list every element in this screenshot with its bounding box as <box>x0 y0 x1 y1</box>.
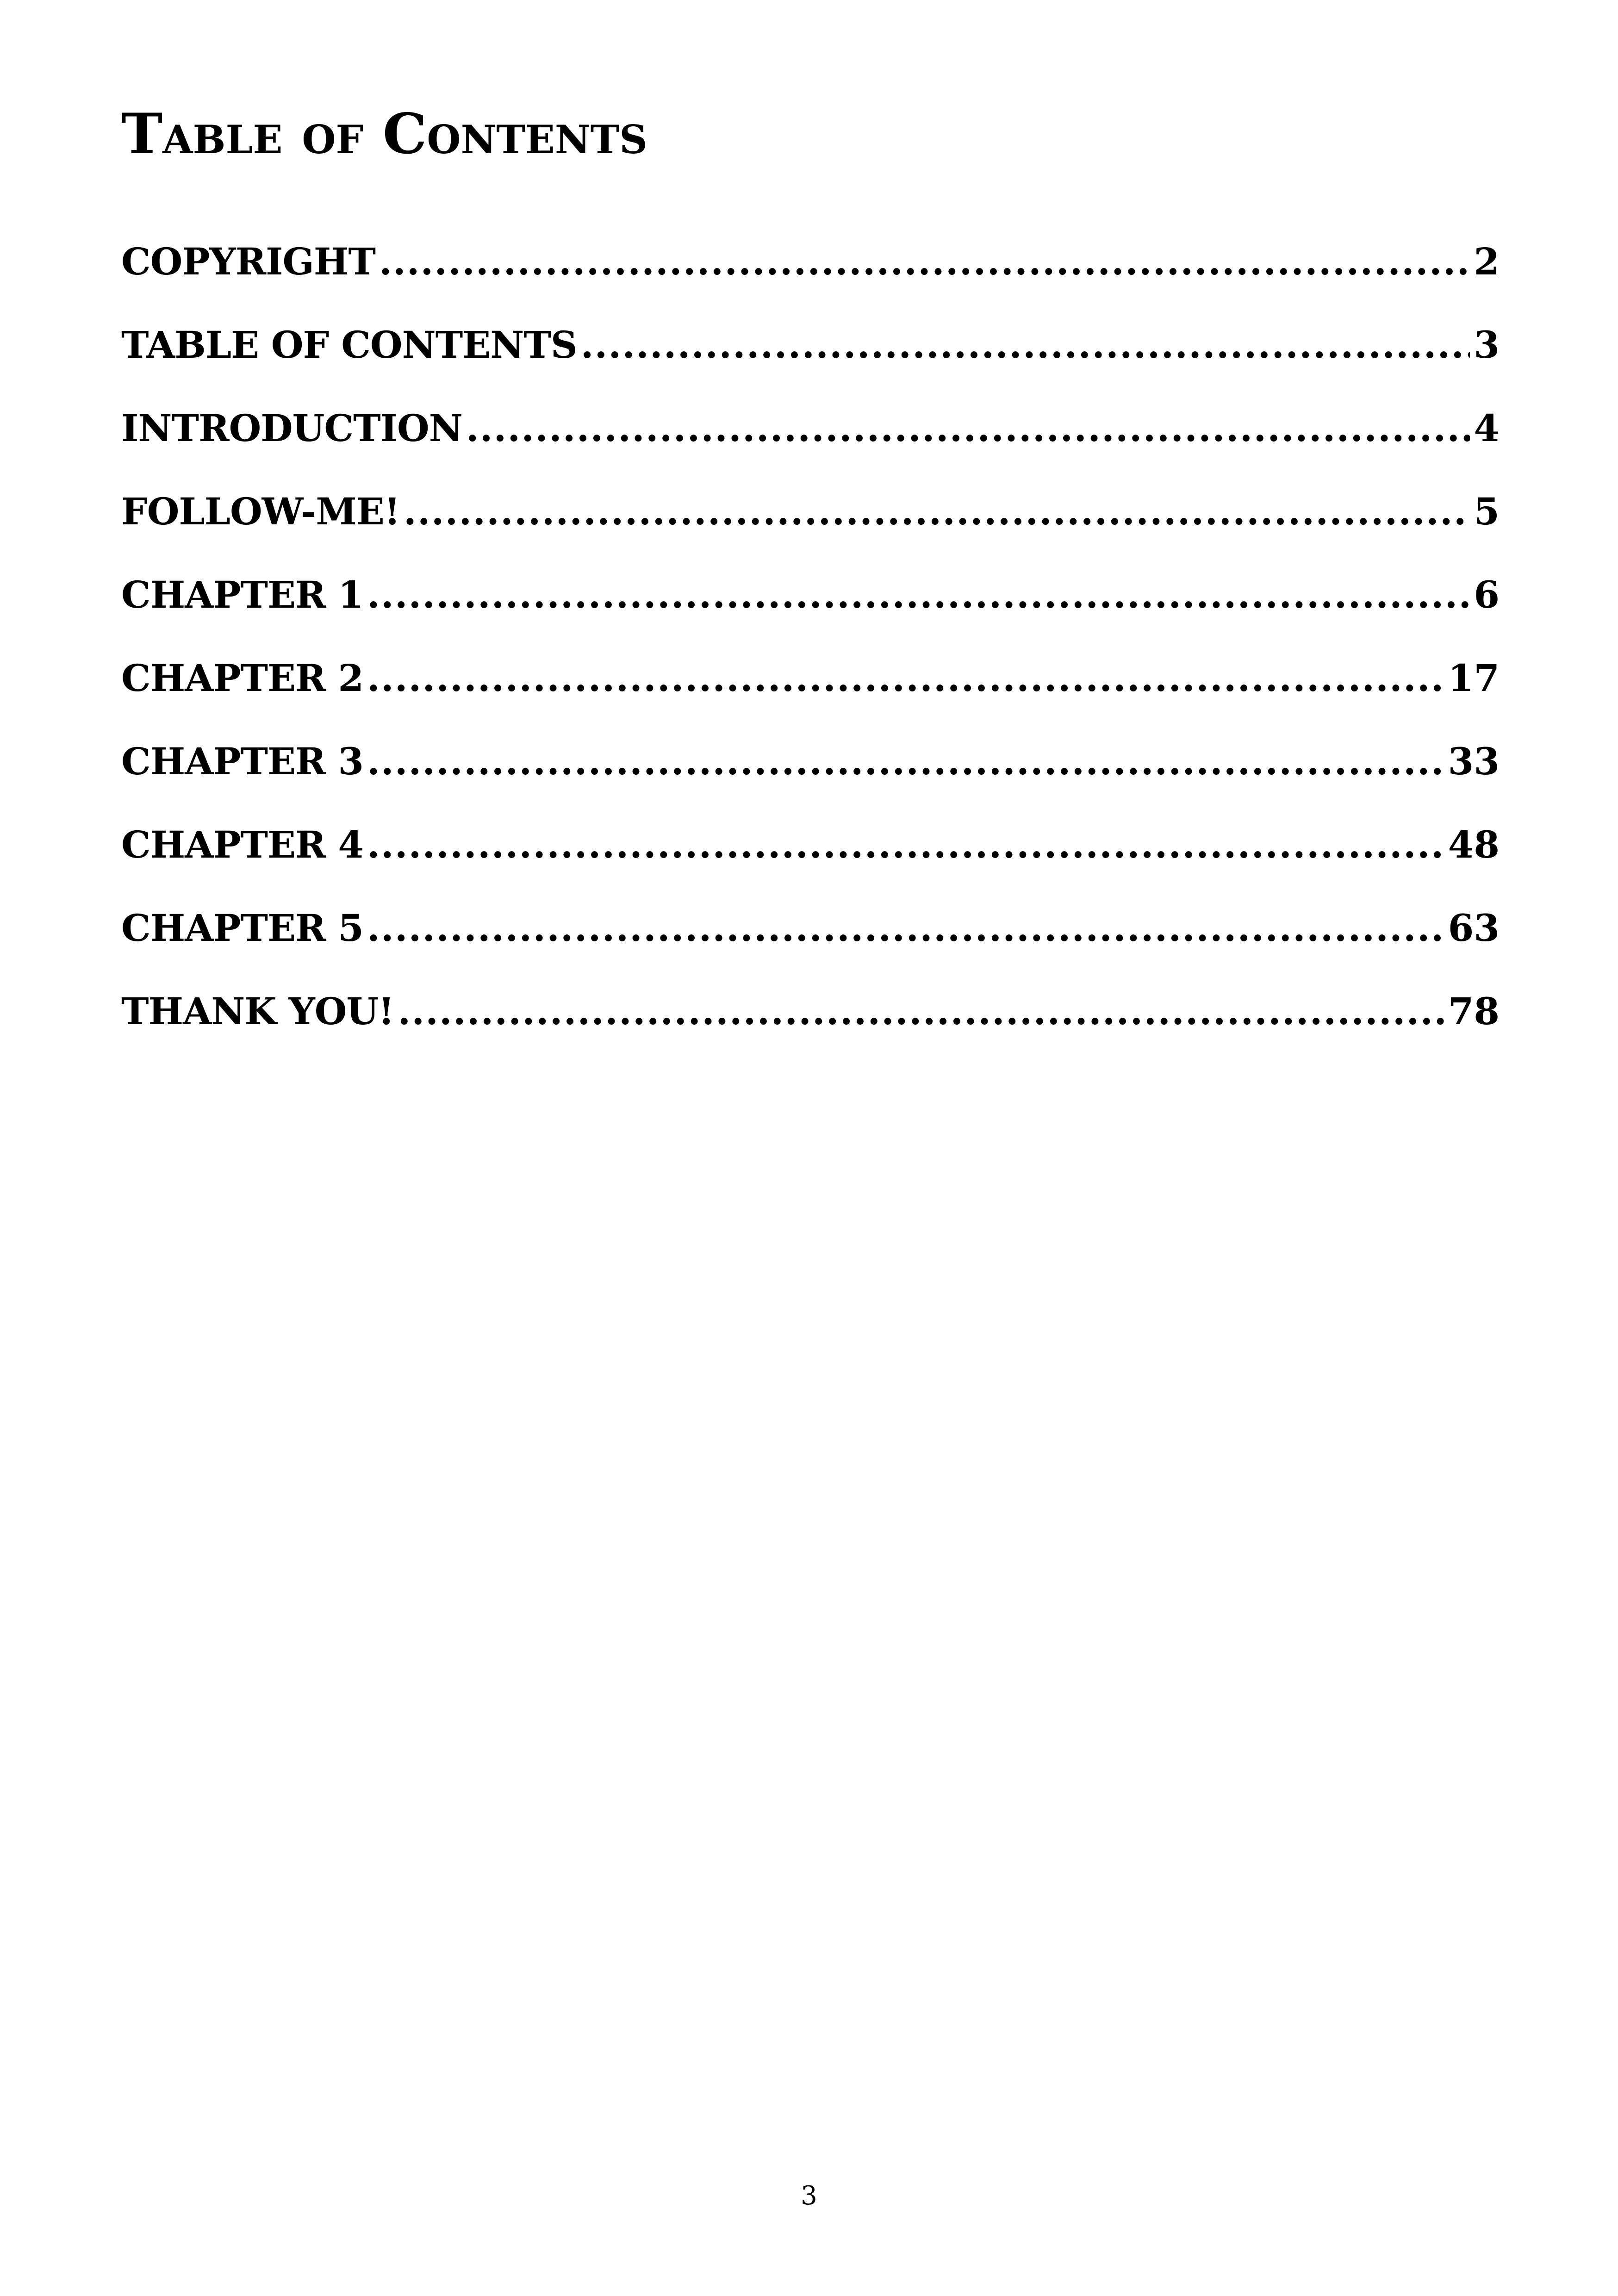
toc-entry-label: CHAPTER 5 <box>121 906 363 950</box>
toc-entry-chapter-4[interactable] <box>121 817 1500 900</box>
toc-entry-chapter-5[interactable] <box>121 900 1500 983</box>
page-title: Table of Contents <box>121 101 647 167</box>
toc-dot-leader <box>404 484 1470 539</box>
toc-entry-page: 17 <box>1448 656 1500 700</box>
toc-entry-page: 5 <box>1474 490 1500 533</box>
toc-entry-label: CHAPTER 3 <box>121 740 363 783</box>
toc-entry-page: 63 <box>1448 906 1500 950</box>
toc-entry-page: 3 <box>1474 323 1500 367</box>
page-number: 3 <box>801 2181 817 2211</box>
toc-entry-chapter-1[interactable] <box>121 567 1500 650</box>
toc-entry-copyright[interactable] <box>121 234 1500 317</box>
toc-entry-follow-me[interactable] <box>121 484 1500 567</box>
toc-dot-leader <box>367 650 1444 706</box>
toc-dot-leader <box>367 734 1444 789</box>
toc-dot-leader <box>379 234 1470 289</box>
toc-entry-label: CHAPTER 2 <box>121 656 363 700</box>
table-of-contents <box>121 234 1500 1067</box>
toc-dot-leader <box>398 983 1444 1039</box>
toc-entry-chapter-3[interactable] <box>121 734 1500 817</box>
toc-entry-page: 78 <box>1448 989 1500 1033</box>
toc-entry-thank-you[interactable] <box>121 983 1500 1067</box>
toc-entry-label: CHAPTER 1 <box>121 573 363 616</box>
toc-entry-label: CHAPTER 4 <box>121 823 363 866</box>
toc-entry-page: 33 <box>1448 740 1500 783</box>
toc-entry-chapter-2[interactable] <box>121 650 1500 734</box>
toc-entry-label: FOLLOW-ME! <box>121 490 400 533</box>
toc-entry-page: 6 <box>1474 573 1500 616</box>
toc-entry-page: 48 <box>1448 823 1500 866</box>
toc-entry-introduction[interactable] <box>121 400 1500 484</box>
toc-entry-page: 2 <box>1474 240 1500 283</box>
toc-dot-leader <box>581 317 1470 373</box>
toc-entry-page: 4 <box>1474 406 1500 450</box>
toc-dot-leader <box>367 567 1470 622</box>
toc-entry-label: THANK YOU! <box>121 989 394 1033</box>
toc-entry-table-of-contents[interactable] <box>121 317 1500 400</box>
toc-entry-label: COPYRIGHT <box>121 240 375 283</box>
toc-dot-leader <box>466 400 1470 456</box>
toc-entry-label: TABLE OF CONTENTS <box>121 323 577 367</box>
toc-entry-label: INTRODUCTION <box>121 406 462 450</box>
toc-dot-leader <box>367 900 1444 956</box>
toc-dot-leader <box>367 817 1444 872</box>
